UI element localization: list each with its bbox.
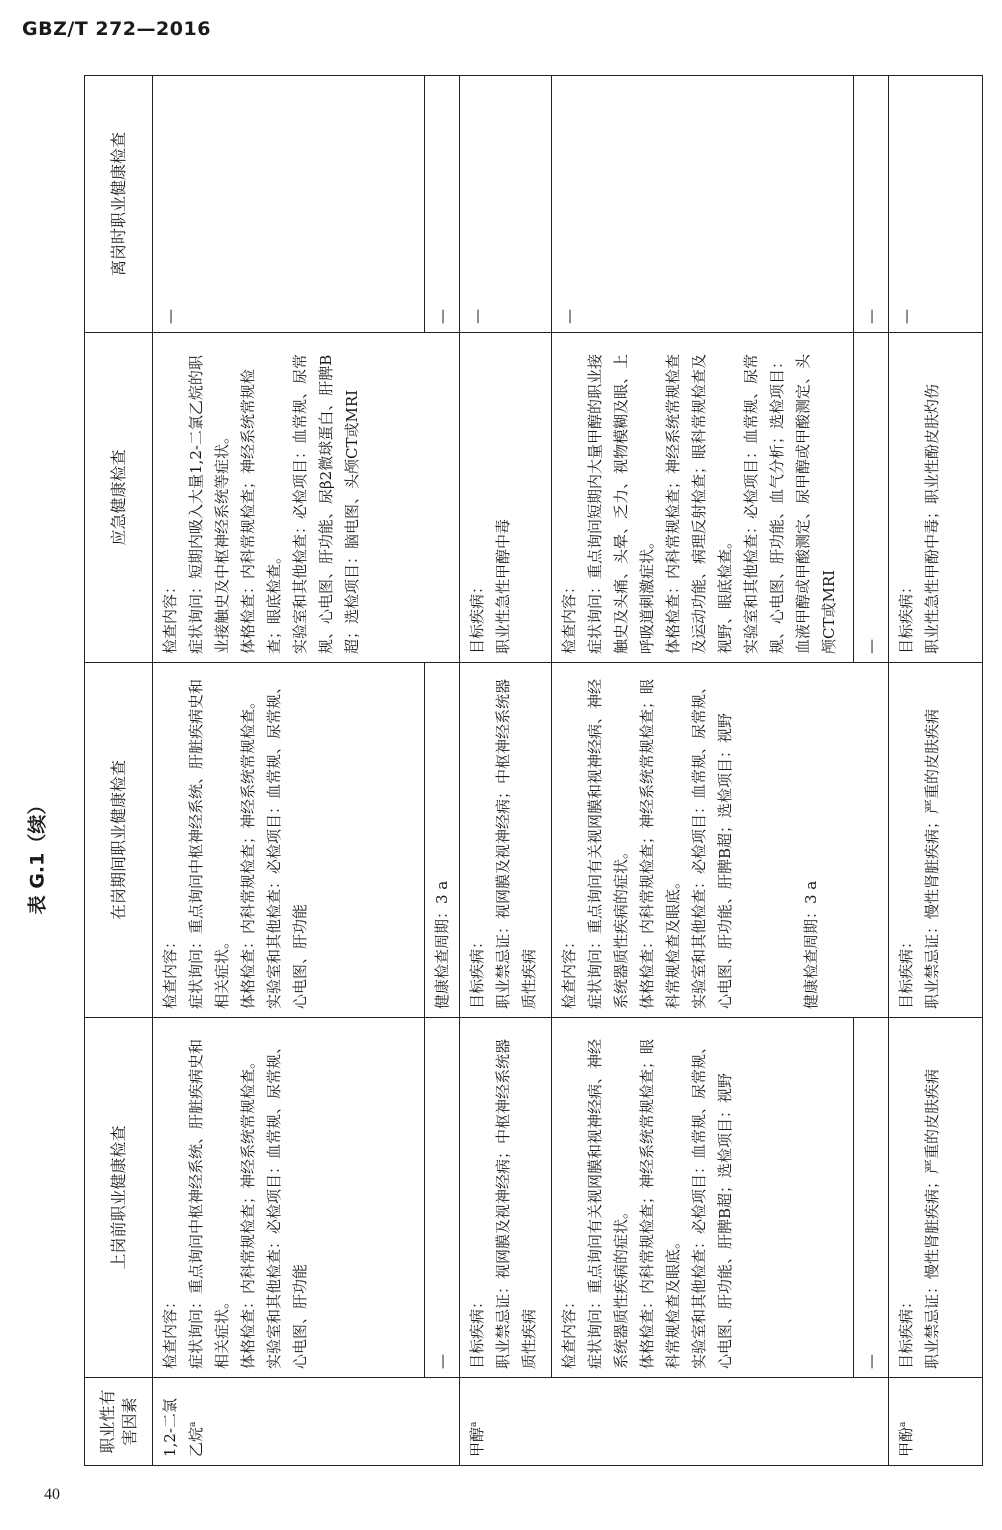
header-pre: 上岗前职业健康检查 xyxy=(85,1018,153,1378)
cell-line: 体格检查：内科常规检查；神经系统常规检查；眼底检查。 xyxy=(239,368,283,654)
emergency-cell xyxy=(889,333,983,663)
cell-line: 职业性急性甲醇中毒 xyxy=(494,518,512,654)
pre-cell: — xyxy=(854,1018,889,1378)
cell-line: 职业禁忌证：慢性肾脏疾病；严重的皮肤疾病 xyxy=(923,1068,941,1369)
cell-line: 目标疾病： xyxy=(468,933,486,1009)
cell-line: 检查内容： xyxy=(560,578,578,654)
cell-line: 检查内容： xyxy=(560,933,578,1009)
header-row xyxy=(85,76,153,1466)
pre-cell xyxy=(153,1018,425,1378)
hazard-note: a xyxy=(469,1421,479,1427)
table-row xyxy=(425,76,460,1466)
emergency-cell xyxy=(153,333,460,663)
header-hazard: 职业性有害因素 xyxy=(85,1378,153,1466)
hazard-note: a xyxy=(898,1421,908,1427)
cell-line: 实验室和其他检查：必检项目：血常规、尿常规、心电图、肝功能 xyxy=(265,678,309,1009)
cell-line: 职业禁忌证：视网膜及视神经病；中枢神经系统器质性疾病 xyxy=(494,678,538,1009)
cell-line: 职业禁忌证：慢性肾脏疾病；严重的皮肤疾病 xyxy=(923,708,941,1009)
during-cell xyxy=(460,663,552,1018)
cell-line: 症状询问：重点询问中枢神经系统、肝脏疾病史和相关症状。 xyxy=(187,678,231,1009)
health-check-table xyxy=(84,75,983,1466)
cell-line: 体格检查：内科常规检查；神经系统常规检查。 xyxy=(239,1053,257,1369)
cell-line: 目标疾病： xyxy=(897,578,915,654)
post-cell: — xyxy=(153,76,425,333)
header-during: 在岗期间职业健康检查 xyxy=(85,663,153,1018)
table-row xyxy=(460,76,552,1466)
hazard-cell xyxy=(460,1378,889,1466)
table-row xyxy=(153,76,425,1466)
rotated-table-wrapper xyxy=(84,76,974,1466)
cell-line: 目标疾病： xyxy=(468,1293,486,1369)
cell-line: 体格检查：内科常规检查；神经系统常规检查。 xyxy=(239,693,257,1009)
during-cell xyxy=(552,663,889,1018)
cell-line: 目标疾病： xyxy=(468,578,486,654)
cell-line: 实验室和其他检查：必检项目：血常规、尿常规、心电图、肝功能、肝脾B超；选检项目：视野 xyxy=(690,1038,734,1369)
post-cell: — xyxy=(460,76,552,333)
post-cell: — xyxy=(854,76,889,333)
hazard-note: a xyxy=(188,1421,198,1427)
header-emergency: 应急健康检查 xyxy=(85,333,153,663)
cell-line: 检查内容： xyxy=(560,1293,578,1369)
cell-line: 体格检查：内科常规检查；神经系统常规检查及运动功能、病理反射检查；眼科常规检查及视野、眼底检查。 xyxy=(664,353,734,654)
cell-line: 健康检查周期：3 a xyxy=(802,880,820,1009)
cell-line: 检查内容： xyxy=(161,933,179,1009)
emergency-cell: — xyxy=(854,333,889,663)
pre-cell xyxy=(460,1018,552,1378)
post-cell: — xyxy=(552,76,854,333)
hazard-cell xyxy=(889,1378,983,1466)
hazard-name: 甲醇 xyxy=(468,1426,486,1457)
table-row xyxy=(552,76,854,1466)
cell-line: 检查内容： xyxy=(161,1293,179,1369)
cell-line: 症状询问：重点询问有关视网膜和视神经病、神经系统器质性疾病的症状。 xyxy=(586,1038,630,1369)
pre-cell xyxy=(889,1018,983,1378)
pre-cell xyxy=(552,1018,854,1378)
cell-line: 职业性急性甲酚中毒；职业性酚皮肤灼伤 xyxy=(923,383,941,654)
post-cell: — xyxy=(889,76,983,333)
table-row xyxy=(889,76,983,1466)
cell-line: 症状询问：短期内吸入大量1,2-二氯乙烷的职业接触史及中枢神经系统等症状。 xyxy=(187,355,231,654)
hazard-cell xyxy=(153,1378,460,1466)
cell-line: 实验室和其他检查：必检项目：血常规、尿常规、心电图、肝功能 xyxy=(265,1038,309,1369)
during-cell xyxy=(889,663,983,1018)
cell-line: 检查内容： xyxy=(161,578,179,654)
hazard-name: 1,2-二氯乙烷 xyxy=(161,1398,205,1457)
cell-line: 实验室和其他检查：必检项目：血常规、尿常规、心电图、肝功能、尿β2微球蛋白、肝脾B超；选检项目：脑电图、头颅CT或MRI xyxy=(291,353,361,654)
cell-line: 症状询问：重点询问中枢神经系统、肝脏疾病史和相关症状。 xyxy=(187,1038,231,1369)
post-cell: — xyxy=(425,76,460,333)
cell-line: 体格检查：内科常规检查；神经系统常规检查；眼科常规检查及眼底。 xyxy=(638,1038,682,1369)
cell-line: 症状询问：重点询问短期内大量甲醇的职业接触史及头痛、头晕、乏力、视物模糊及眼、上呼吸道刺激症状。 xyxy=(586,353,656,654)
cell-line: 实验室和其他检查：必检项目：血常规、尿常规、心电图、肝功能、血气分析；选检项目：血液甲醇或甲酸测定、尿甲醇或甲酸测定、头颅CT或MRI xyxy=(742,353,838,654)
cell-line: 职业禁忌证：视网膜及视神经病；中枢神经系统器质性疾病 xyxy=(494,1038,538,1369)
document-code: GBZ/T 272—2016 xyxy=(22,18,211,40)
page-number: 40 xyxy=(44,1486,60,1503)
cell-line: 目标疾病： xyxy=(897,933,915,1009)
cell-line: 目标疾病： xyxy=(897,1293,915,1369)
emergency-cell xyxy=(460,333,552,663)
emergency-cell xyxy=(552,333,854,663)
table-title-text: 表 G.1（续） xyxy=(26,795,49,915)
pre-cell: — xyxy=(425,1018,460,1378)
cell-line: 症状询问：重点询问有关视网膜和视神经病、神经系统器质性疾病的症状。 xyxy=(586,678,630,1009)
hazard-name: 甲酚 xyxy=(897,1426,915,1457)
cell-line: 体格检查：内科常规检查；神经系统常规检查；眼科常规检查及眼底。 xyxy=(638,678,682,1009)
during-cell xyxy=(153,663,425,1018)
cell-line: 实验室和其他检查：必检项目：血常规、尿常规、心电图、肝功能、肝脾B超；选检项目：视野 xyxy=(690,678,734,1009)
during-cell: 健康检查周期：3 a xyxy=(425,663,460,1018)
header-post: 离岗时职业健康检查 xyxy=(85,76,153,333)
